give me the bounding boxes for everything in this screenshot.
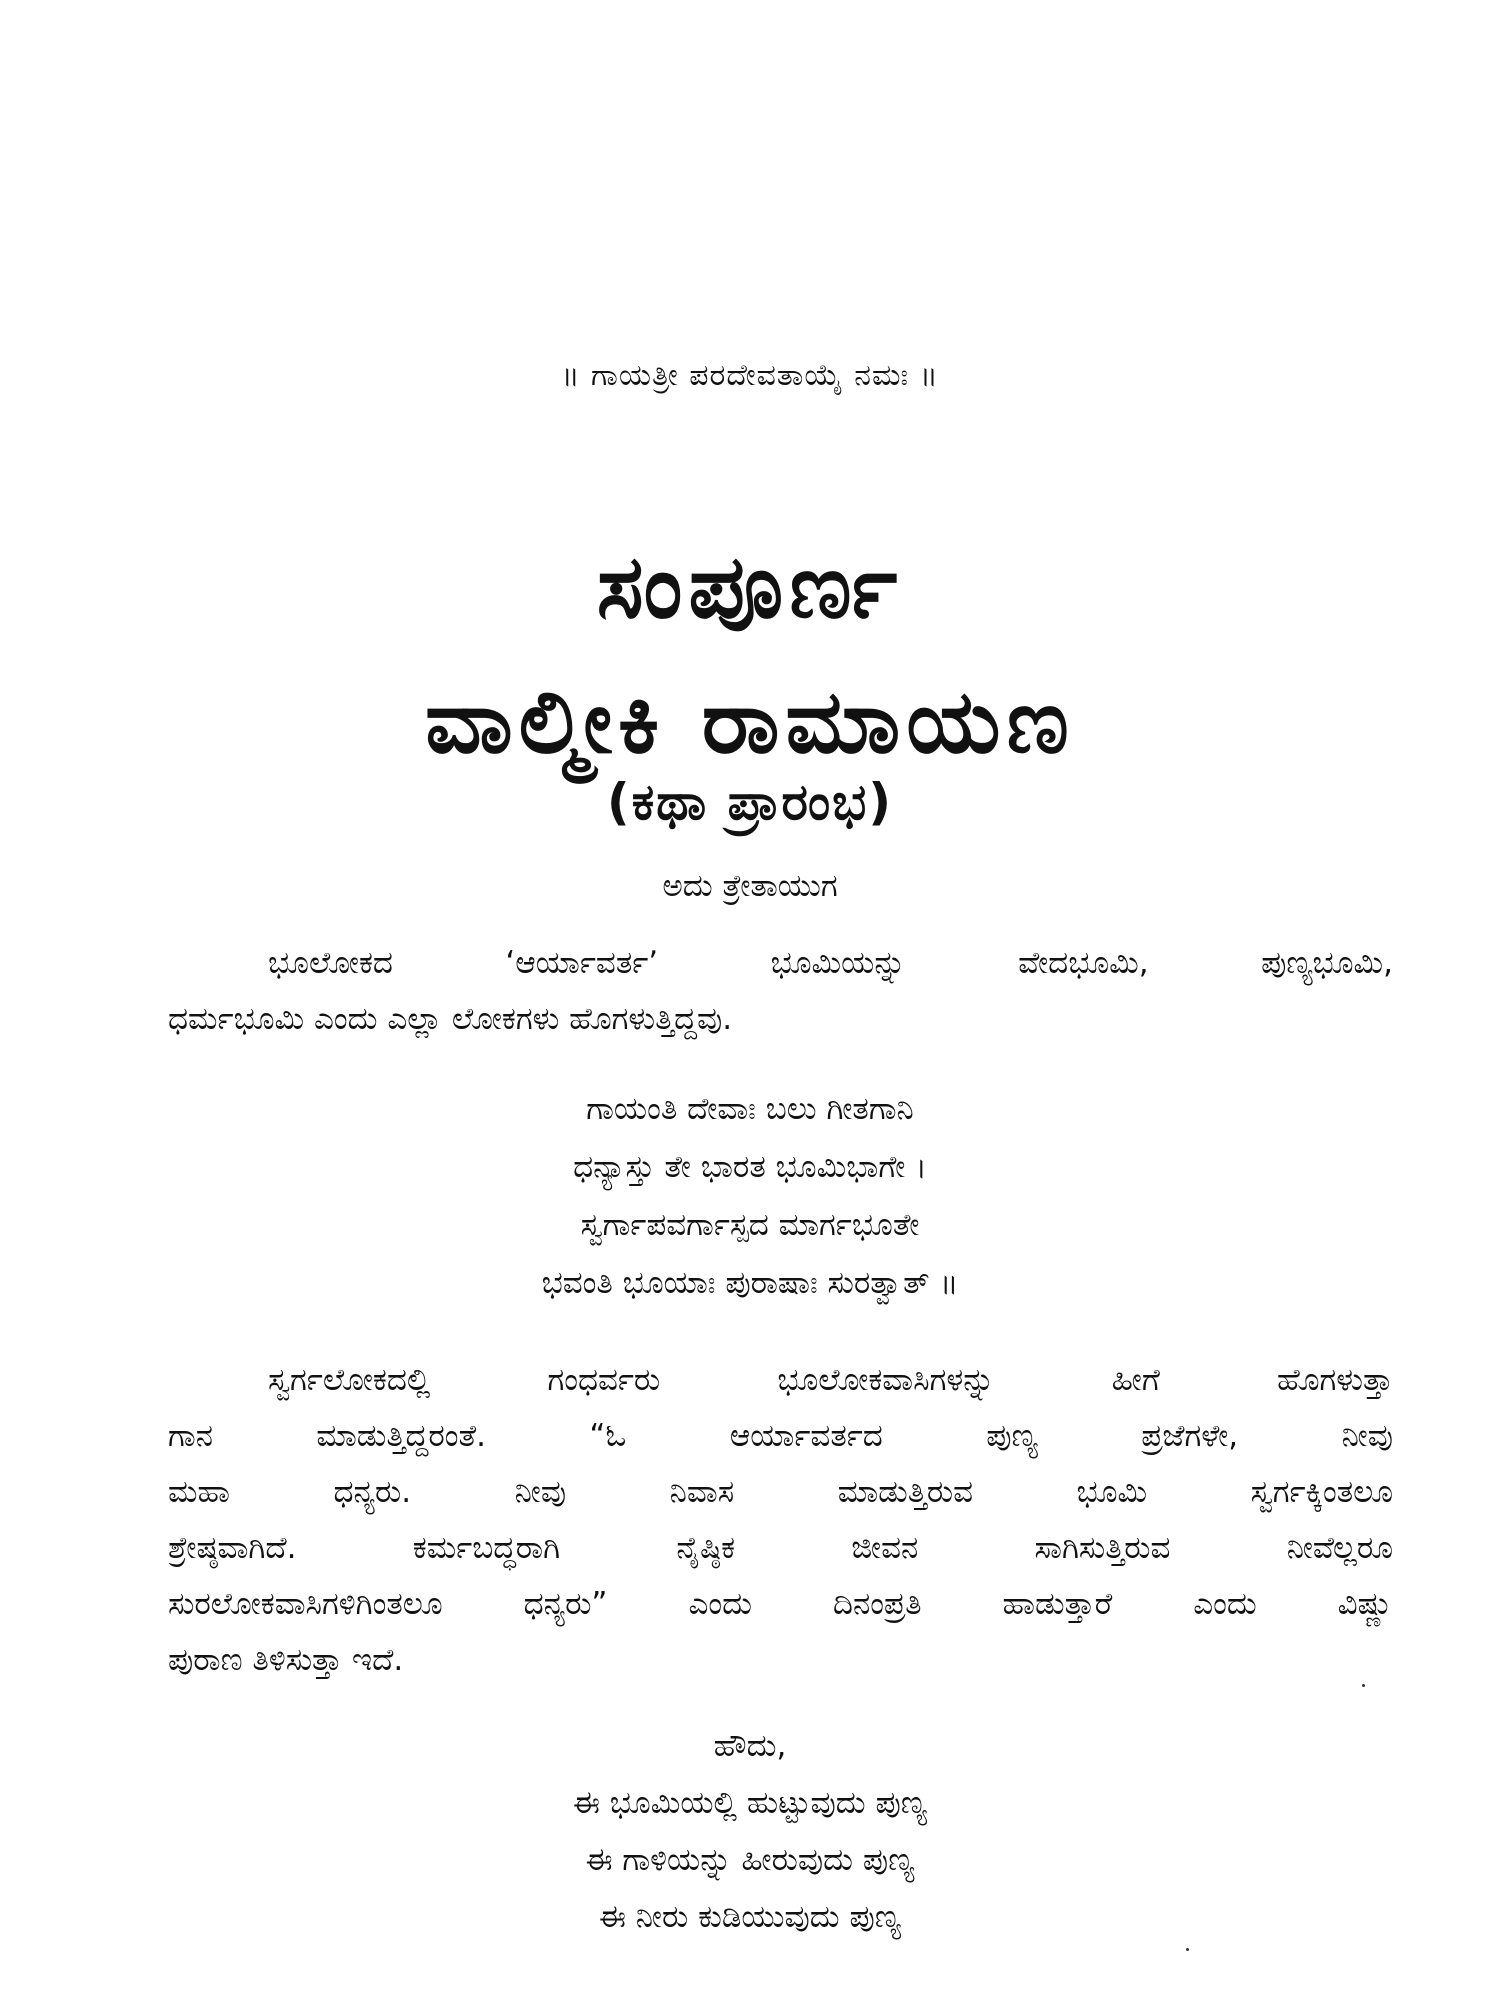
paragraph-line: ಸುರಲೋಕವಾಸಿಗಳಿಗಿಂತಲೂ ಧನ್ಯರು” ಎಂದು ದಿನಂಪ್ರತಿ ಹಾಡುತ್ತಾರೆ ಎಂದು ವಿಷ್ಣು bbox=[168, 1586, 1393, 1622]
verse-line: ಸ್ವರ್ಗಾಪವರ್ಗಾಸ್ಪದ ಮಾರ್ಗಭೂತೇ bbox=[580, 1207, 920, 1243]
stanza-line: ಈ ಗಾಳಿಯನ್ನು ಹೀರುವುದು ಪುಣ್ಯ bbox=[585, 1842, 915, 1878]
paragraph-line: ಶ್ರೇಷ್ಠವಾಗಿದೆ. ಕರ್ಮಬದ್ಧರಾಗಿ ನೈಷ್ಠಿಕ ಜೀವನ ಸಾಗಿಸುತ್ತಿರುವ ನೀವೆಲ್ಲರೂ bbox=[168, 1530, 1393, 1566]
page-subtitle: (ಕಥಾ ಪ್ರಾರಂಭ) bbox=[606, 773, 894, 831]
paragraph-2 bbox=[168, 1352, 1393, 1688]
stanza-line: ಈ ಭೂಮಿಯಲ್ಲಿ ಹುಟ್ಟುವುದು ಪುಣ್ಯ bbox=[572, 1785, 927, 1821]
paragraph-line: ಗಾನ ಮಾಡುತ್ತಿದ್ದರಂತೆ. “ಓ ಆರ್ಯಾವರ್ತದ ಪುಣ್ಯ ಪ್ರಜೆಗಳೇ, ನೀವು bbox=[168, 1418, 1393, 1454]
paragraph-1 bbox=[168, 935, 1393, 1047]
paragraph-line: ಮಹಾ ಧನ್ಯರು. ನೀವು ನಿವಾಸ ಮಾಡುತ್ತಿರುವ ಭೂಮಿ ಸ್ವರ್ಗಕ್ಕಿಂತಲೂ bbox=[168, 1474, 1393, 1510]
verse-line: ಗಾಯಂತಿ ದೇವಾಃ ಬಲು ಗೀತಗಾನಿ bbox=[586, 1091, 914, 1127]
paragraph-line: ಸ್ವರ್ಗಲೋಕದಲ್ಲಿ ಗಂಧರ್ವರು ಭೂಲೋಕವಾಸಿಗಳನ್ನು ಹೀಗೆ ಹೊಗಳುತ್ತಾ bbox=[268, 1362, 1393, 1398]
page-title-line-1: ಸಂಪೂರ್ಣ bbox=[596, 535, 904, 638]
paragraph-line: ಧರ್ಮಭೂಮಿ ಎಂದು ಎಲ್ಲಾ ಲೋಕಗಳು ಹೊಗಳುತ್ತಿದ್ದವು. bbox=[168, 1001, 733, 1037]
page-title-line-2: ವಾಲ್ಮೀಕಿ ರಾಮಾಯಣ bbox=[425, 670, 1075, 773]
section-heading: ಅದು ತ್ರೇತಾಯುಗ bbox=[662, 868, 838, 904]
scan-speck bbox=[1186, 1948, 1189, 1951]
invocation-line: ॥ ಗಾಯತ್ರೀ ಪರದೇವತಾಯೈ ನಮಃ ॥ bbox=[561, 358, 939, 393]
closing-stanza bbox=[0, 1718, 1500, 1946]
verse-line: ಧನ್ಯಾಸ್ತು ತೇ ಭಾರತ ಭೂಮಿಭಾಗೇ । bbox=[573, 1149, 927, 1185]
paragraph-line: ಭೂಲೋಕದ ‘ಆರ್ಯಾವರ್ತ’ ಭೂಮಿಯನ್ನು ವೇದಭೂಮಿ, ಪುಣ್ಯಭೂಮಿ, bbox=[268, 945, 1393, 981]
paragraph-line: ಪುರಾಣ ತಿಳಿಸುತ್ತಾ ಇದೆ. bbox=[168, 1642, 404, 1678]
stanza-line: ಹೌದು, bbox=[713, 1728, 787, 1764]
verse-line: ಭವಂತಿ ಭೂಯಾಃ ಪುರಾಷಾಃ ಸುರತ್ವಾತ್ ॥ bbox=[541, 1265, 959, 1301]
stanza-line: ಈ ನೀರು ಕುಡಿಯುವುದು ಪುಣ್ಯ bbox=[599, 1899, 901, 1935]
sanskrit-verse bbox=[0, 1080, 1500, 1312]
scan-speck bbox=[1362, 1684, 1365, 1687]
